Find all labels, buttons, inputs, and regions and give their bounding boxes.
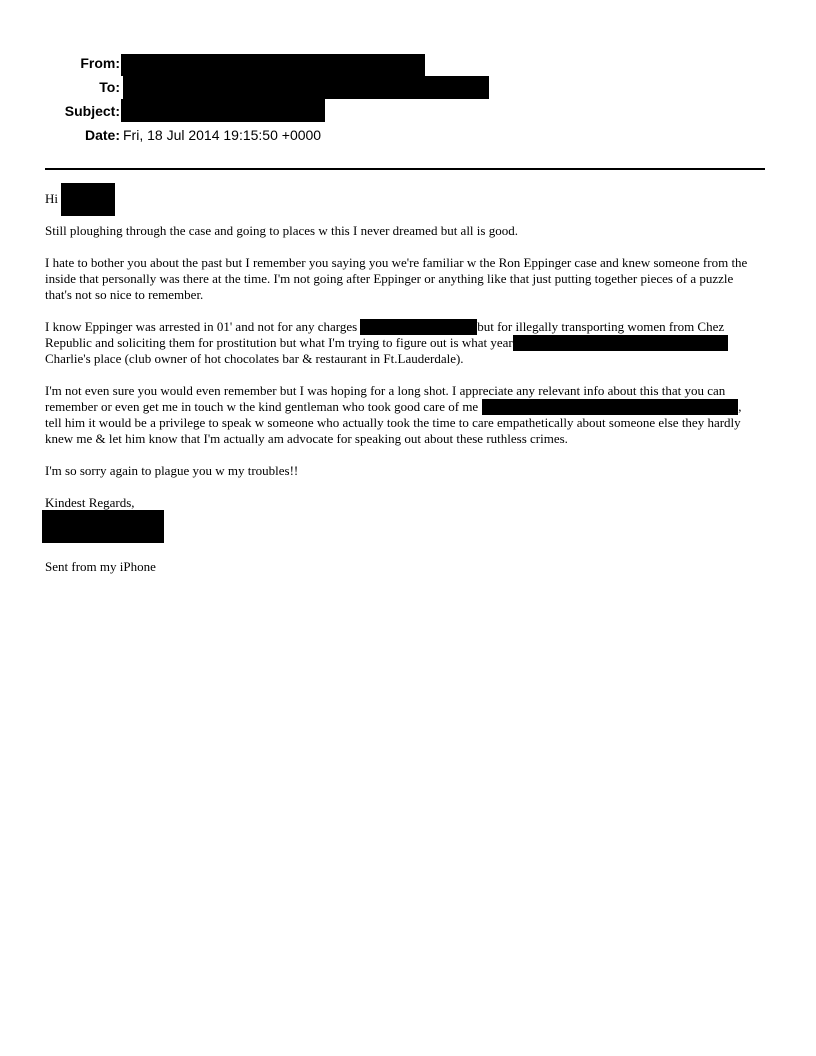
paragraph-3-line-1-end: but for illegally transporting women from Chez [477, 319, 725, 334]
date-value: Fri, 18 Jul 2014 19:15:50 +0000 [123, 127, 322, 143]
closing-text: Kindest Regards, [45, 495, 135, 510]
paragraph-3-line-2 [45, 335, 769, 351]
paragraph-2-line-1: I hate to bother you about the past but I remember you saying you we're familiar w the Ron Eppinger case and knew someone from the [45, 255, 748, 270]
paragraph-4-line-1: I'm not even sure you would even remember but I was hoping for a long shot. I appreciate any relevant info about this that you can [45, 383, 726, 398]
paragraph-3-line-2-start: Republic and soliciting them for prostitution but what I'm trying to figure out is what year [45, 335, 513, 350]
paragraph-4-line-4: knew me & let him know that I'm actually am advocate for speaking out about these ruthless crimes. [45, 431, 568, 446]
paragraph-3-line-1 [45, 319, 769, 335]
paragraph-4 [45, 383, 769, 447]
to-redaction [123, 76, 489, 99]
subject-redaction [121, 99, 325, 122]
paragraph-4-line-2 [45, 399, 769, 415]
date-row [0, 125, 816, 149]
year-redaction [513, 335, 728, 351]
paragraph-3 [45, 319, 769, 367]
sent-from-text: Sent from my iPhone [45, 559, 156, 574]
to-label: To: [99, 79, 120, 95]
sender-name-redaction [42, 510, 164, 543]
recipient-name-redaction [61, 183, 115, 216]
charges-redaction [360, 319, 477, 335]
date-label: Date: [84, 127, 120, 143]
gentleman-redaction [482, 399, 738, 415]
paragraph-4-line-3: tell him it would be a privilege to speak w someone who actually took the time to care empathetically about someone else they hardly [45, 415, 741, 430]
closing [45, 495, 769, 511]
paragraph-1-text: Still ploughing through the case and going to places w this I never dreamed but all is good. [45, 223, 518, 238]
header-divider [45, 168, 765, 170]
paragraph-4-line-2-start: remember or even get me in touch w the kind gentleman who took good care of me [45, 399, 479, 414]
paragraph-1 [45, 223, 769, 239]
paragraph-5 [45, 463, 769, 479]
greeting-text: Hi [45, 191, 58, 206]
sent-from-footer [45, 559, 769, 575]
paragraph-2 [45, 255, 769, 303]
from-redaction [121, 54, 425, 76]
paragraph-4-line-2-end: , [738, 399, 742, 414]
paragraph-5-text: I'm so sorry again to plague you w my troubles!! [45, 463, 299, 478]
paragraph-3-line-1-start: I know Eppinger was arrested in 01' and not for any charges [45, 319, 358, 334]
paragraph-2-line-3: that's not so nice to remember. [45, 287, 204, 302]
subject-label: Subject: [64, 103, 120, 119]
greeting-line [45, 191, 769, 207]
from-label: From: [80, 55, 120, 71]
paragraph-3-line-3: Charlie's place (club owner of hot chocolates bar & restaurant in Ft.Lauderdale). [45, 351, 464, 366]
paragraph-2-line-2: inside that personally was there at the time. I'm not going after Eppinger or anything like that just putting together pieces of a puzzle [45, 271, 734, 286]
